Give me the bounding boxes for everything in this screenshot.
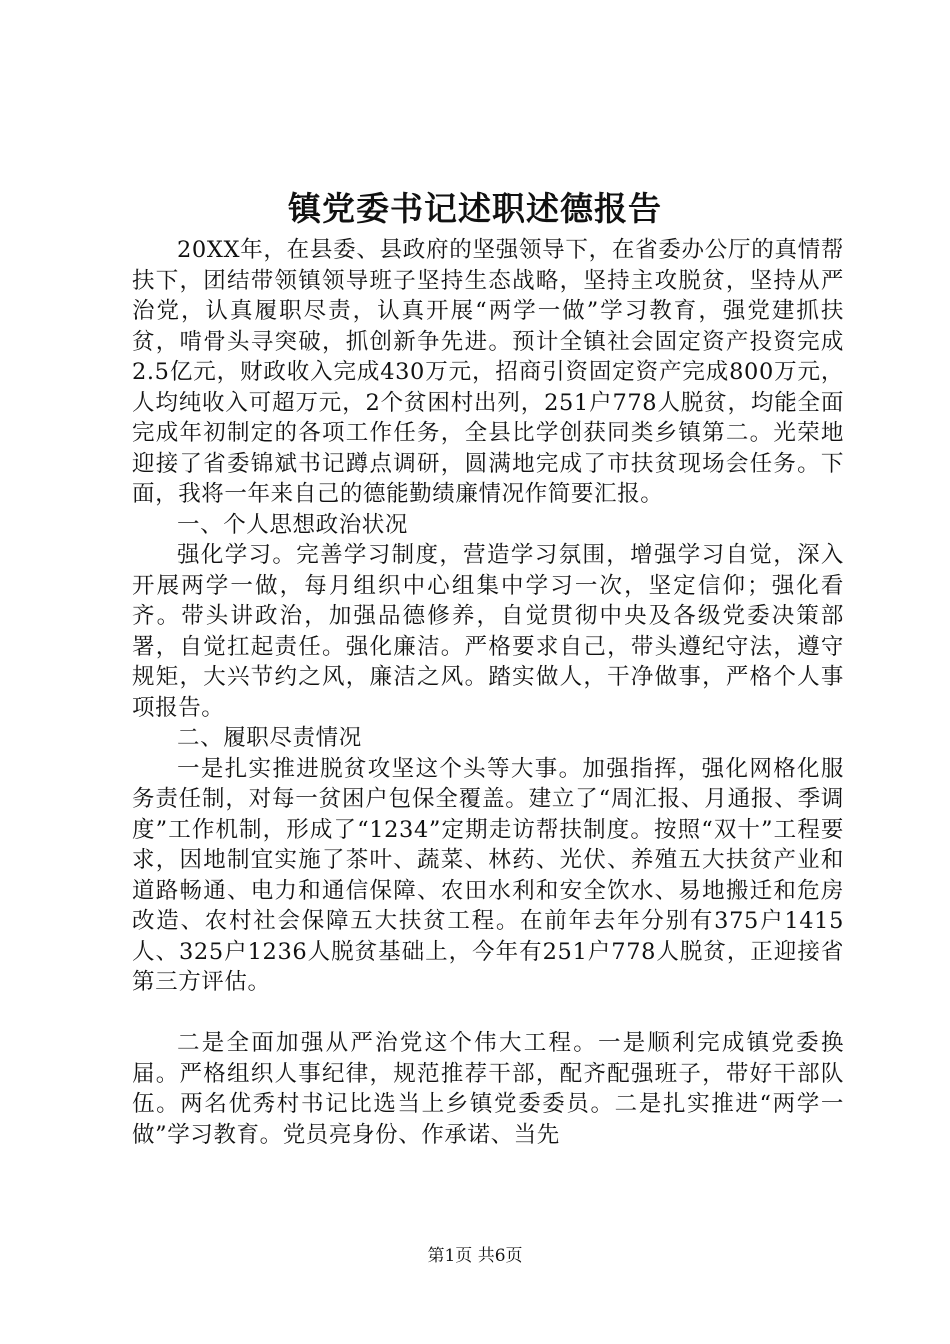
page-number: 第1页 共6页 — [427, 1246, 523, 1266]
document-body — [132, 235, 844, 1150]
document-title: 镇党委书记述职述德报告 — [288, 189, 662, 228]
paragraph-intro: 20XX年，在县委、县政府的坚强领导下，在省委办公厅的真情帮扶下，团结带领镇领导班子坚持生态战略，坚持主攻脱贫，坚持从严治党，认真履职尽责，认真开展“两学一做”学习教育，强党建抓扶贫，啃骨头寻突破，抓创新争先进。预计全镇社会固定资产投资完成2.5亿元，财政收入完成430万元，招商引资固定资产完成800万元，人均纯收入可超万元，2个贫困村出列，251户778人脱贫，均能全面完成年初制定的各项工作任务，全县比学创获同类乡镇第二。光荣地迎接了省委锦斌书记蹲点调研，圆满地完成了市扶贫现场会任务。下面，我将一年来自己的德能勤绩廉情况作简要汇报。 — [132, 237, 844, 507]
paragraph-political-status: 强化学习。完善学习制度，营造学习氛围，增强学习自觉，深入开展两学一做，每月组织中心组集中学习一次，坚定信仰；强化看齐。带头讲政治，加强品德修养，自觉贯彻中央及各级党委决策部署，自觉扛起责任。强化廉洁。严格要求自己，带头遵纪守法，遵守规矩，大兴节约之风，廉洁之风。踏实做人，干净做事，严格个人事项报告。 — [132, 542, 844, 721]
paragraph-gap — [132, 998, 844, 1029]
paragraph-party-governance: 二是全面加强从严治党这个伟大工程。一是顺利完成镇党委换届。严格组织人事纪律，规范推荐干部，配齐配强班子，带好干部队伍。两名优秀村书记比选当上乡镇党委委员。二是扎实推进“两学一做”学习教育。党员亮身份、作承诺、当先 — [132, 1030, 844, 1148]
section-heading-1: 一、个人思想政治状况 — [177, 511, 409, 538]
section-heading-2: 二、履职尽责情况 — [177, 725, 362, 751]
paragraph-poverty-alleviation: 一是扎实推进脱贫攻坚这个头等大事。加强指挥，强化网格化服务责任制，对每一贫困户包保全覆盖。建立了“周汇报、月通报、季调度”工作机制，形成了“1234”定期走访帮扶制度。按照“双十”工程要求，因地制宜实施了茶叶、蔬菜、林药、光伏、养殖五大扶贫产业和道路畅通、电力和通信保障、农田水利和安全饮水、易地搬迁和危房改造、农村社会保障五大扶贫工程。在前年去年分别有375户1415人、325户1236人脱贫基础上，今年有251户778人脱贫，正迎接省第三方评估。 — [132, 755, 844, 995]
